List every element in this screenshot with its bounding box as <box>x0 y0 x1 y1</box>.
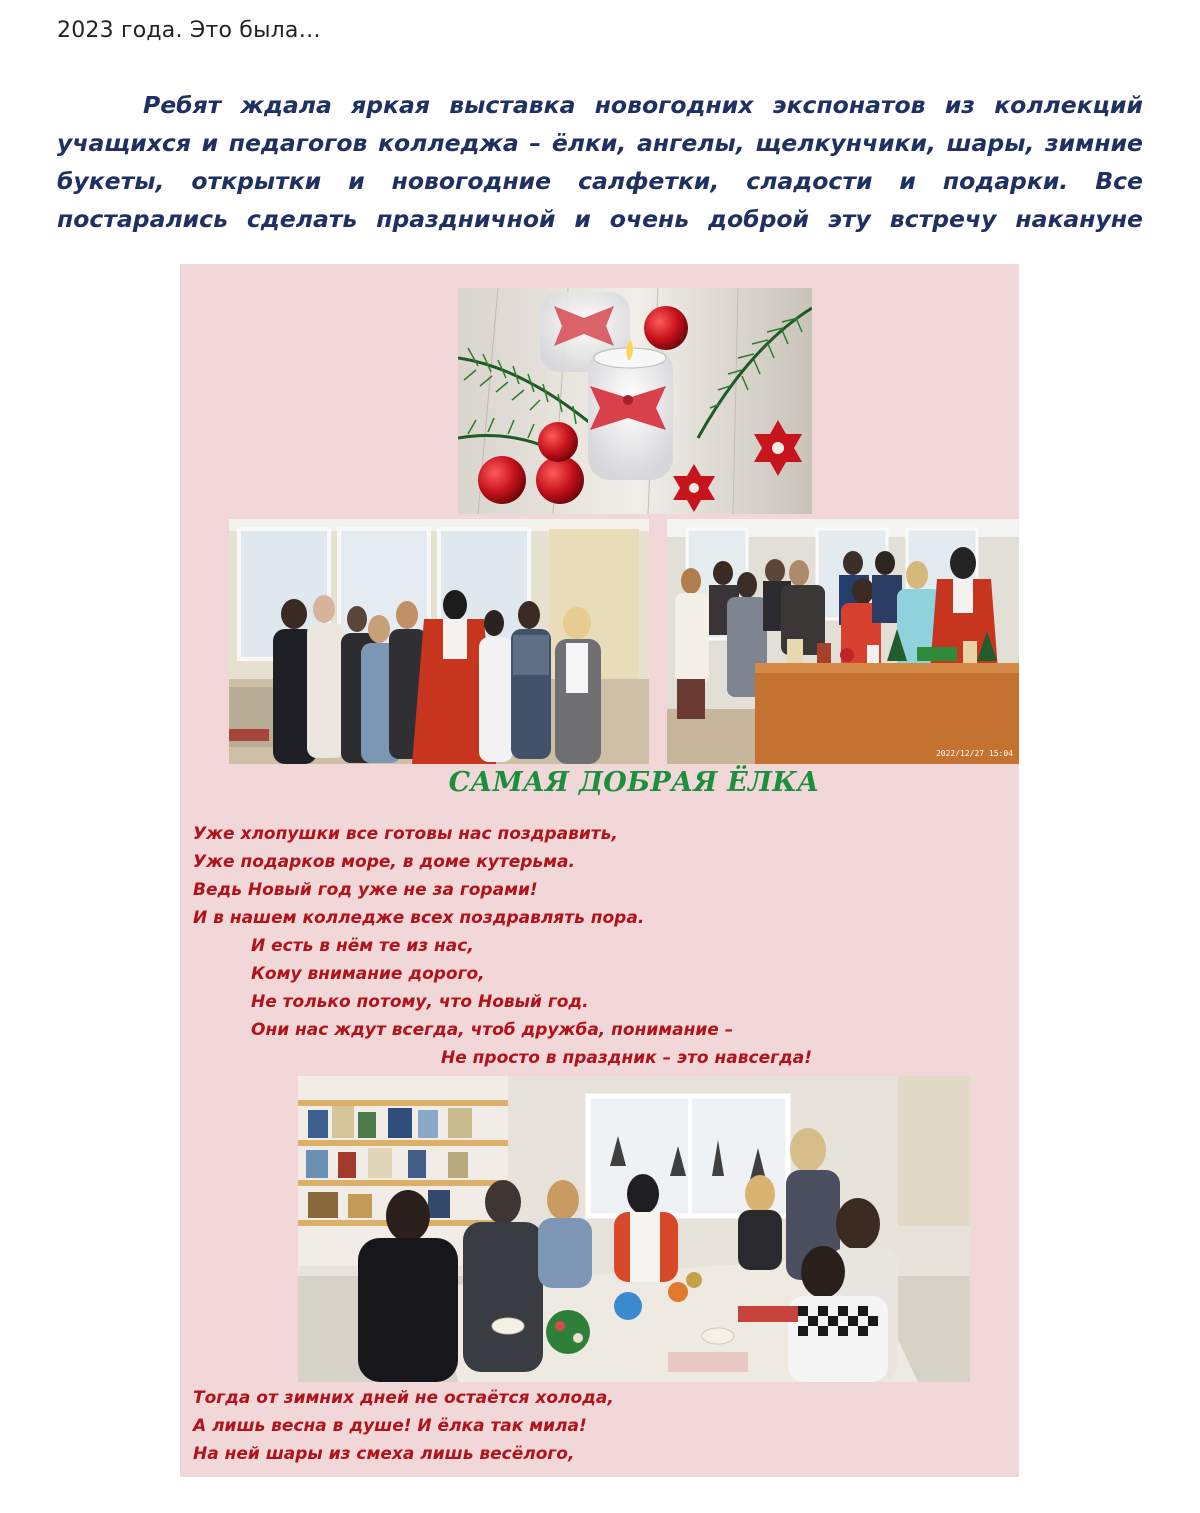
poem-line: И есть в нём те из нас, <box>251 936 474 956</box>
group-photo-with-santa <box>229 519 649 764</box>
poem-line: Не просто в праздник – это навсегда! <box>441 1048 812 1068</box>
poem-part-2 <box>193 1384 614 1468</box>
candles-decoration-photo <box>458 288 812 514</box>
tea-party-table-photo <box>298 1076 970 1382</box>
poem-line: Уже подарков море, в доме кутерьма. <box>193 852 575 872</box>
intro-paragraph: Ребят ждала яркая выставка новогодних экспонатов из коллекций учащихся и педагогов колледжа – ёлки, ангелы, щелкунчики, шары, зимние букеты, открытки и новогодние салфетки, сладости и подарки. Все постарались сделать праздничной и очень доброй эту встречу накануне <box>57 91 1143 233</box>
photo-timestamp: 2022/12/27 15:04 <box>935 749 1013 758</box>
poem-line: И в нашем колледже всех поздравлять пора. <box>193 908 645 928</box>
poem-line: А лишь весна в душе! И ёлка так мила! <box>193 1416 587 1436</box>
poem-line: На ней шары из смеха лишь весёлого, <box>193 1444 575 1464</box>
poem-line: Они нас ждут всегда, чтоб дружба, понимание – <box>251 1020 734 1040</box>
poem-part-1 <box>193 820 812 1072</box>
poem-line: Тогда от зимних дней не остаётся холода, <box>193 1388 614 1408</box>
poster-heading: САМАЯ ДОБРАЯ ЁЛКА <box>448 767 820 798</box>
new-year-poster <box>180 264 1019 1477</box>
poem-line: Не только потому, что Новый год. <box>251 992 589 1012</box>
poem-line: Кому внимание дорого, <box>251 964 485 984</box>
poem-line: Уже хлопушки все готовы нас поздравить, <box>193 824 618 844</box>
group-photo-at-exhibition <box>667 519 1019 764</box>
continued-text-line: 2023 года. Это была… <box>57 18 321 43</box>
poem-line: Ведь Новый год уже не за горами! <box>193 880 538 900</box>
